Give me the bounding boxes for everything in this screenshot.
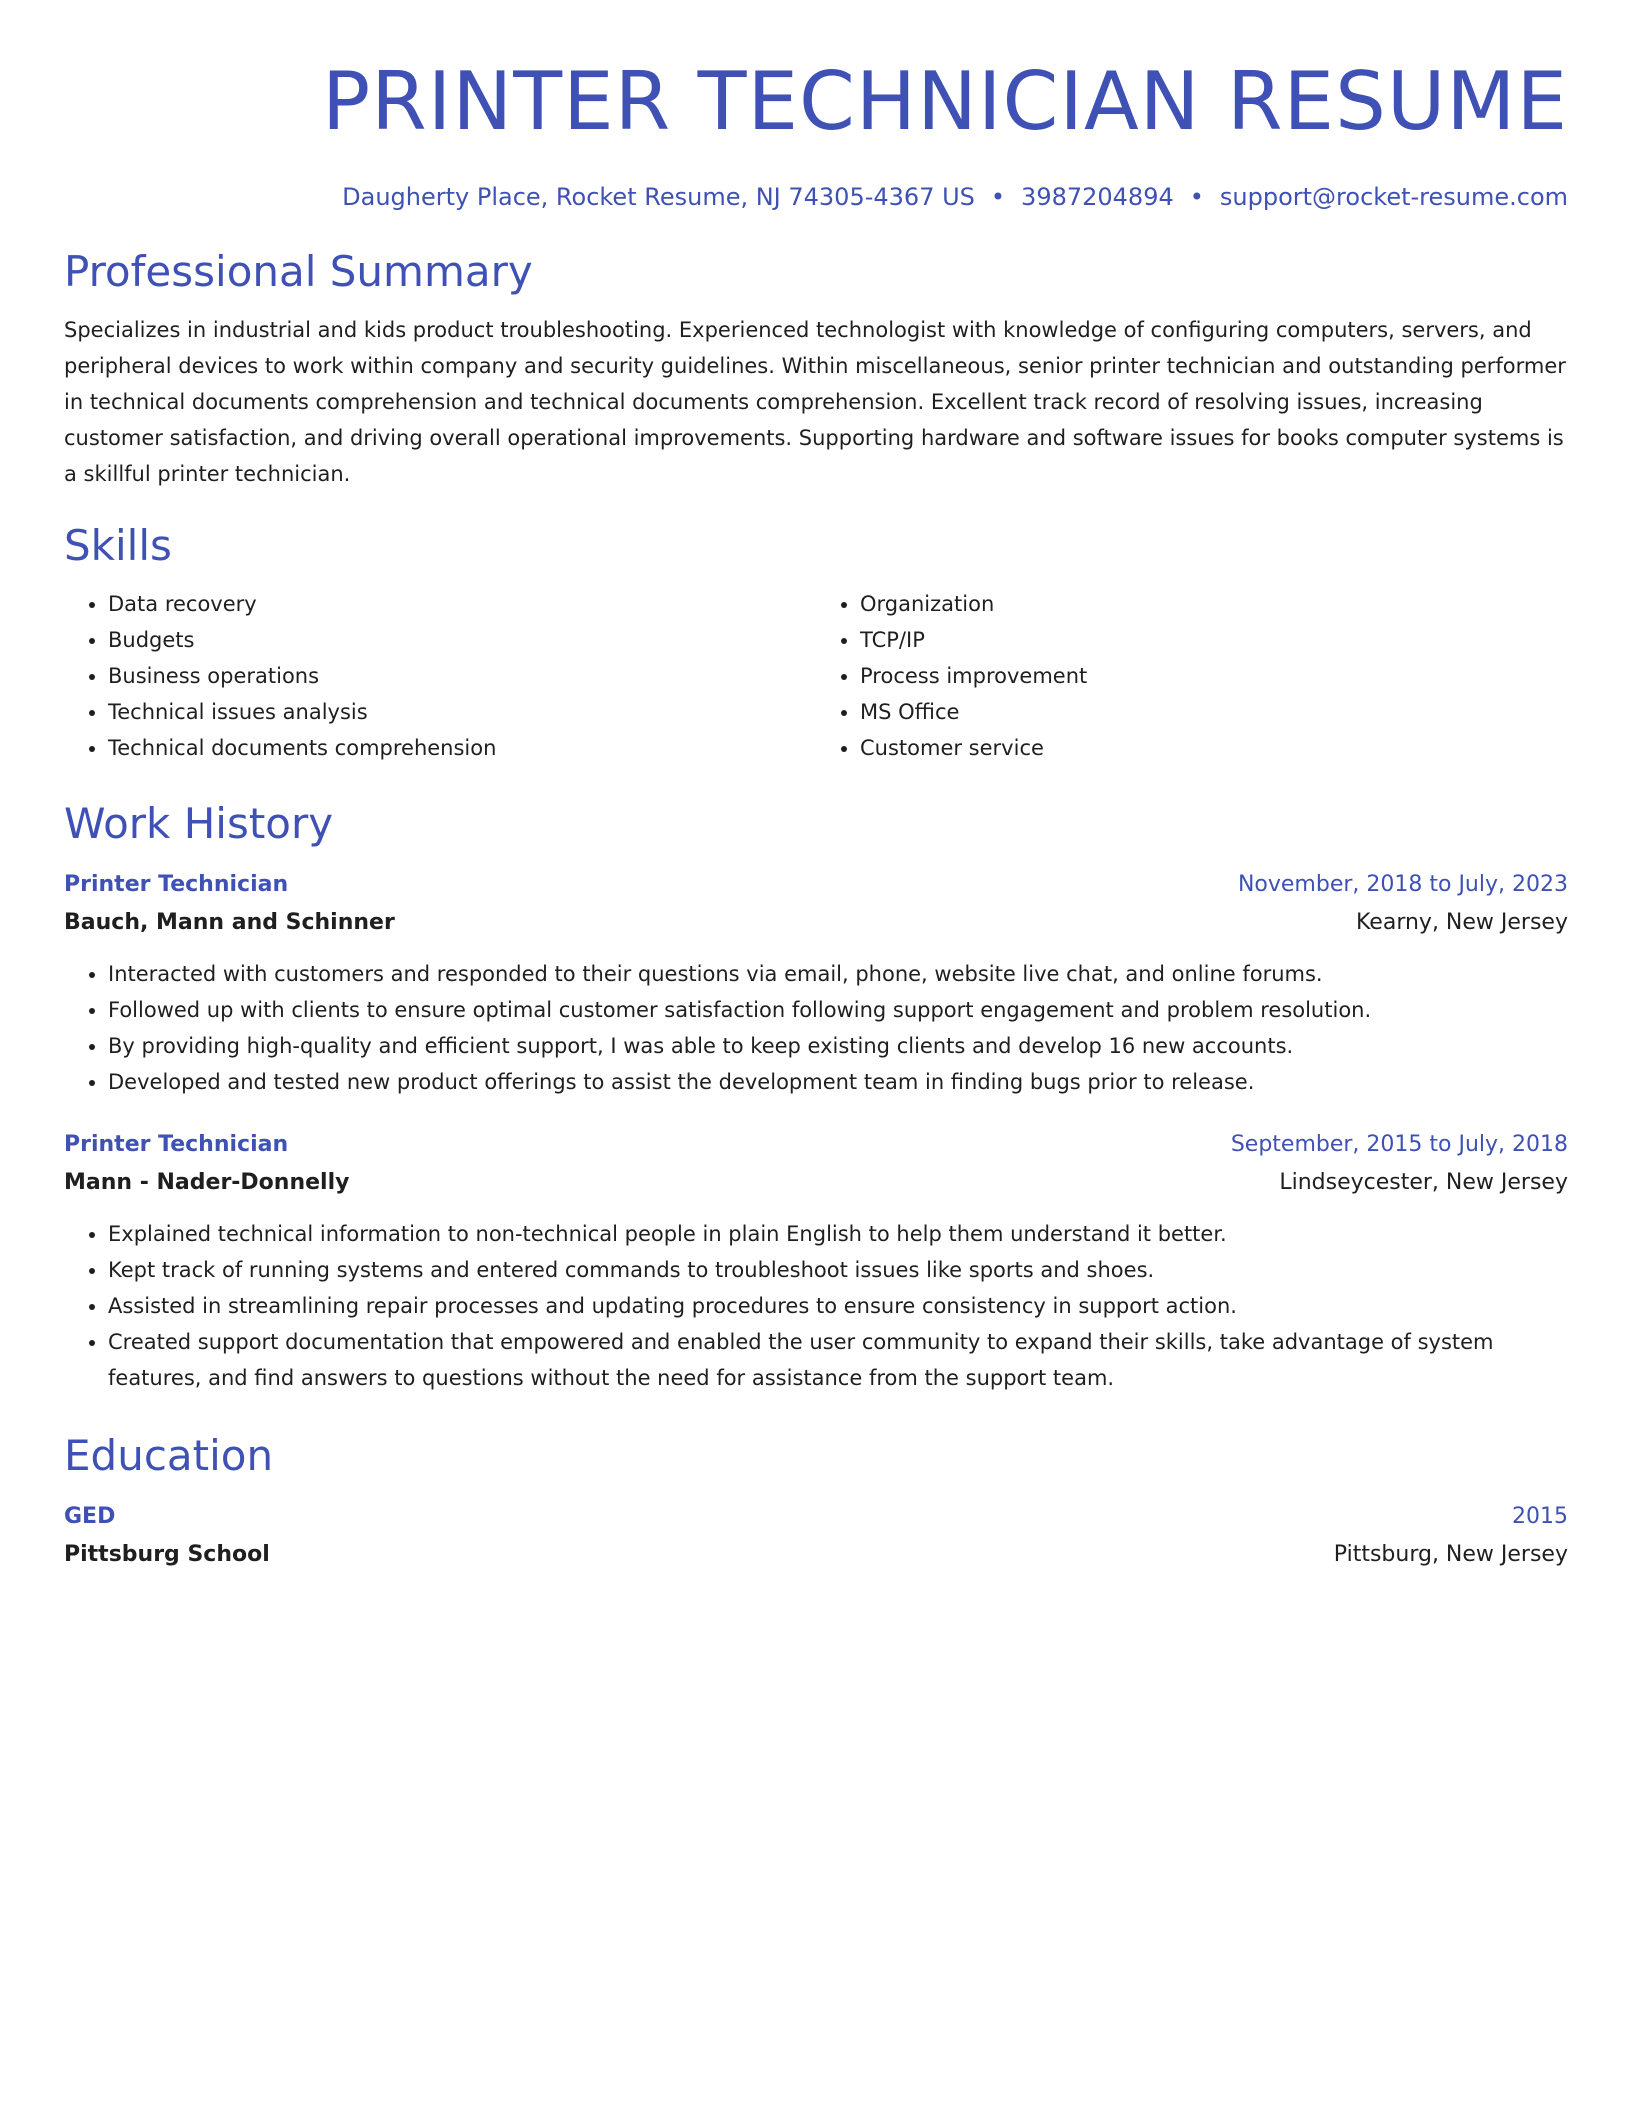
section-title-summary: Professional Summary [64,247,533,296]
skill-item: • Organization [860,586,1568,622]
job-title: Printer Technician [64,872,289,897]
contact-separator: • [1189,183,1204,211]
job-bullet: • Assisted in streamlining repair processes and updating procedures to ensure consistency in support action. [108,1288,1568,1324]
skills-column-right [816,586,1568,766]
skill-item: • Process improvement [860,658,1568,694]
education-school-row [64,1536,1568,1574]
skills-column-left [64,586,816,766]
job-header-row [64,1126,1568,1164]
company-name: Bauch, Mann and Schinner [64,910,395,935]
job-entry [64,1126,1568,1396]
summary-text: Specializes in industrial and kids product troubleshooting. Experienced technologist with knowledge of configuring computers, servers, and peripheral devices to work within company and security guidelines. Within miscellaneous, senior printer technician and outstanding performer in technical documents comprehension and technical documents comprehension. Excellent track record of resolving issues, increasing customer satisfaction, and driving overall operational improvements. Supporting hardware and software issues for books computer systems is a skillful printer technician. [64,318,1566,486]
job-header-row [64,866,1568,904]
job-bullet: • Followed up with clients to ensure optimal customer satisfaction following support engagement and problem resolution. [108,992,1568,1028]
skill-item: • Budgets [108,622,816,658]
skills-list [64,586,1568,766]
section-title-skills: Skills [64,521,172,570]
job-bullets [64,1216,1568,1396]
job-company-row [64,904,1568,942]
skill-item: • TCP/IP [860,622,1568,658]
email-link[interactable]: support@rocket-resume.com [1219,183,1568,211]
skill-item: • Business operations [108,658,816,694]
skill-item: • MS Office [860,694,1568,730]
job-bullet: • By providing high-quality and efficient support, I was able to keep existing clients and develop 16 new accounts. [108,1028,1568,1064]
education-header-row [64,1498,1568,1536]
section-title-education: Education [64,1431,274,1480]
skill-item: • Technical issues analysis [108,694,816,730]
job-bullet: • Explained technical information to non-technical people in plain English to help them understand it better. [108,1216,1568,1252]
graduation-year: 2015 [1512,1504,1568,1529]
job-dates: September, 2015 to July, 2018 [1230,1132,1568,1157]
contact-separator: • [990,183,1006,211]
job-dates: November, 2018 to July, 2023 [1237,872,1568,897]
address: Daugherty Place, Rocket Resume, NJ 74305-4367 US [342,183,975,211]
resume-title: PRINTER TECHNICIAN RESUME [321,55,1568,148]
phone: 3987204894 [1021,183,1174,211]
degree: GED [64,1504,116,1529]
skill-item: • Data recovery [108,586,816,622]
job-location: Lindseycester, New Jersey [1279,1170,1568,1195]
job-bullet: • Created support documentation that empowered and enabled the user community to expand their skills, take advantage of system features, and find answers to questions without the need for assistance from the support team. [108,1324,1568,1396]
section-title-work-history: Work History [64,799,334,848]
job-bullet: • Kept track of running systems and entered commands to troubleshoot issues like sports and shoes. [108,1252,1568,1288]
job-bullet: • Interacted with customers and responded to their questions via email, phone, website live chat, and online forums. [108,956,1568,992]
company-name: Mann - Nader-Donnelly [64,1170,350,1195]
job-company-row [64,1164,1568,1202]
job-title: Printer Technician [64,1132,289,1157]
job-entry [64,866,1568,1100]
skill-item: • Technical documents comprehension [108,730,816,766]
education-entry [64,1498,1568,1574]
skill-item: • Customer service [860,730,1568,766]
job-location: Kearny, New Jersey [1355,910,1568,935]
school-name: Pittsburg School [64,1542,270,1567]
contact-line [64,180,1568,214]
job-bullets [64,956,1568,1100]
school-location: Pittsburg, New Jersey [1333,1542,1568,1567]
job-bullet: • Developed and tested new product offerings to assist the development team in finding bugs prior to release. [108,1064,1568,1100]
